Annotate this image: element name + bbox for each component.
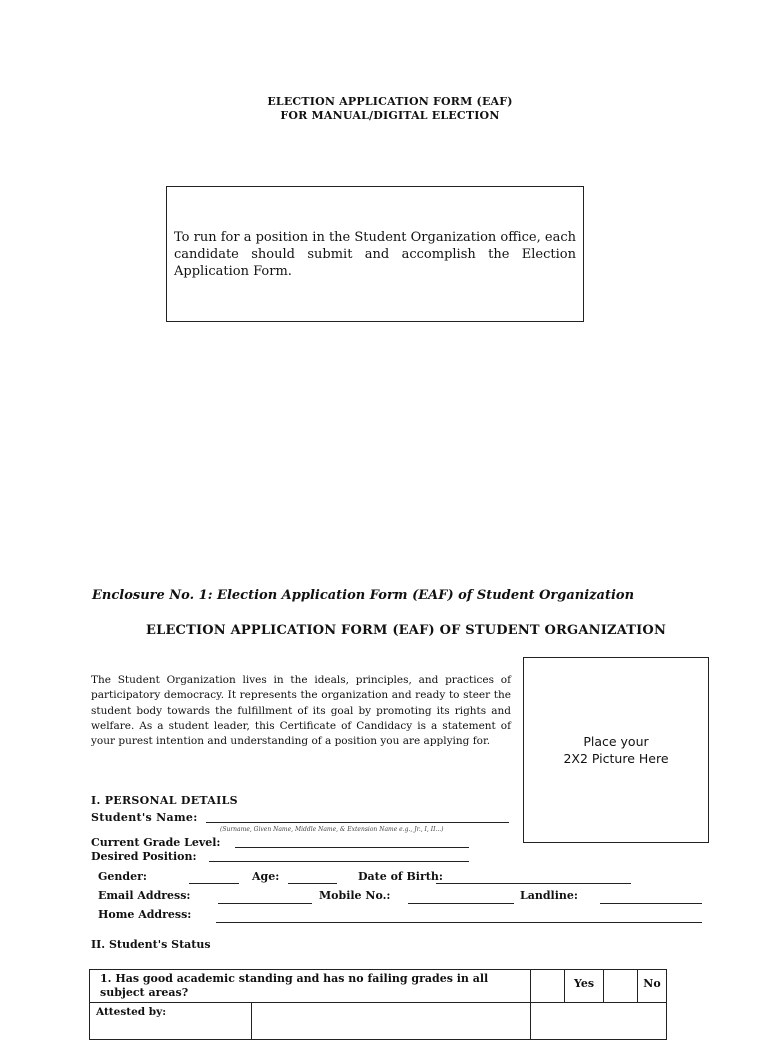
status-question-text: 1. Has good academic standing and has no failing grades in all subject areas?	[100, 972, 489, 999]
photo-placeholder[interactable]	[523, 657, 709, 843]
student-name-label: Student's Name:	[91, 811, 198, 824]
student-status-heading: II. Student's Status	[91, 938, 211, 951]
personal-details-heading: I. PERSONAL DETAILS	[91, 794, 238, 807]
dob-field[interactable]	[436, 883, 631, 884]
intro-box	[166, 186, 584, 322]
attested-by-field[interactable]	[252, 1003, 531, 1040]
document-subtitle: FOR MANUAL/DIGITAL ELECTION	[280, 109, 500, 122]
document-title: ELECTION APPLICATION FORM (EAF)	[267, 95, 513, 108]
email-label: Email Address:	[98, 889, 191, 902]
mobile-label: Mobile No.:	[319, 889, 391, 902]
gender-field[interactable]	[189, 883, 239, 884]
home-address-label: Home Address:	[98, 908, 192, 921]
landline-label: Landline:	[520, 889, 578, 902]
photo-label-line1: Place your	[583, 734, 649, 749]
attested-by-text: Attested by:	[96, 1006, 167, 1018]
student-name-field[interactable]	[206, 822, 509, 823]
student-status-table	[89, 969, 667, 1040]
mobile-field[interactable]	[408, 903, 514, 904]
age-label: Age:	[252, 870, 280, 883]
no-label: No	[638, 970, 667, 1003]
desired-position-label: Desired Position:	[91, 850, 197, 863]
table-row	[90, 1003, 667, 1040]
desired-position-field[interactable]	[209, 861, 469, 862]
status-question-1	[90, 970, 531, 1003]
form-title: ELECTION APPLICATION FORM (EAF) OF STUDENT ORGANIZATION	[146, 623, 667, 638]
dob-label: Date of Birth:	[358, 870, 443, 883]
email-field[interactable]	[218, 903, 312, 904]
grade-level-field[interactable]	[235, 847, 469, 848]
yes-label: Yes	[565, 970, 604, 1003]
gender-label: Gender:	[98, 870, 147, 883]
grade-level-label: Current Grade Level:	[91, 836, 221, 849]
landline-field[interactable]	[600, 903, 702, 904]
intro-text: To run for a position in the Student Organization office, each candidate should submit and accomplish the Election Application Form.	[174, 230, 576, 279]
yes-checkbox[interactable]	[531, 970, 565, 1003]
home-address-field[interactable]	[216, 922, 702, 923]
table-row	[90, 970, 667, 1003]
no-checkbox[interactable]	[604, 970, 638, 1003]
enclosure-heading: Enclosure No. 1: Election Application Form (EAF) of Student Organization	[92, 588, 635, 603]
attested-signature-field[interactable]	[531, 1003, 667, 1040]
attested-by-label	[90, 1003, 252, 1040]
intro-paragraph: The Student Organization lives in the ideals, principles, and practices of participatory democracy. It represents the organization and ready to steer the student body towards the fulfillment of its goal by promoting its rights and welfare. As a student leader, this Certificate of Candidacy is a statement of your purest intention and understanding of a position you are applying for.	[91, 674, 511, 748]
photo-label-line2: 2X2 Picture Here	[563, 751, 669, 766]
student-name-hint: (Surname, Given Name, Middle Name, & Extension Name e.g., Jr., I, II...)	[220, 826, 444, 833]
age-field[interactable]	[288, 883, 337, 884]
